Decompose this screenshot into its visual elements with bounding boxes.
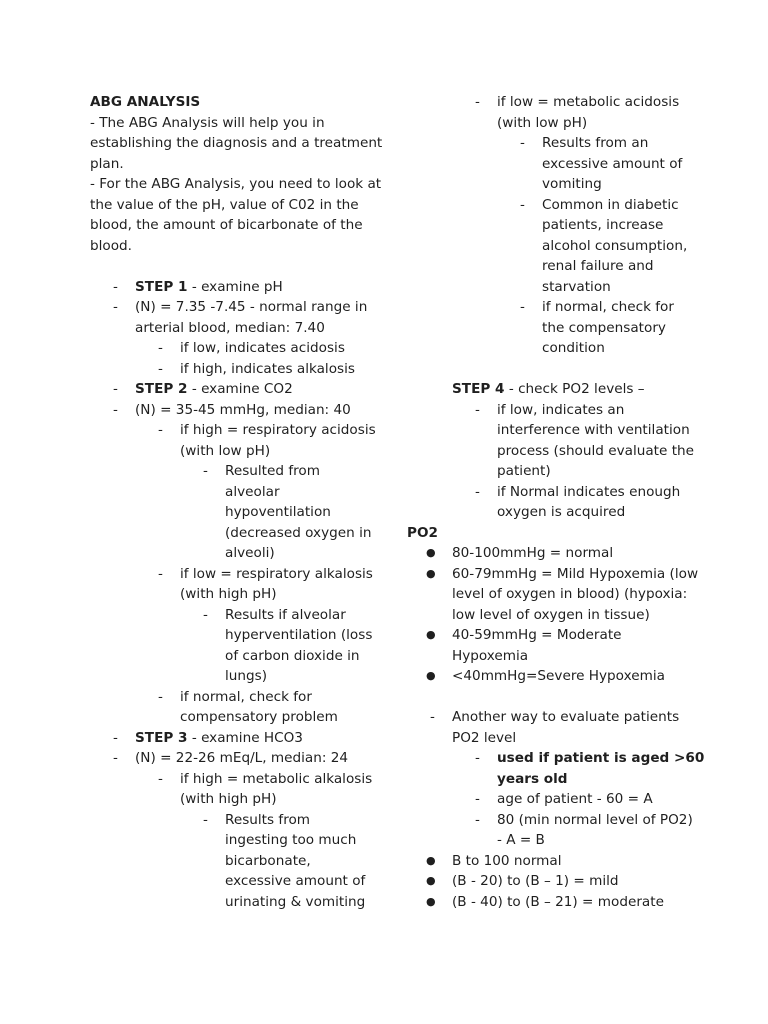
step3-low-detail	[407, 195, 707, 216]
step2-high-line: if high = respiratory acidosis	[180, 422, 376, 438]
step2-low-cont: (with high pH)	[180, 586, 277, 602]
step1-normal-line: (N) = 7.35 -7.45 - normal range in	[135, 299, 368, 315]
step2-normal	[90, 400, 375, 421]
po2-bullet-text: 60-79mmHg = Mild Hypoxemia (low	[452, 565, 699, 582]
step3-high-cont: (with high pH)	[180, 791, 277, 807]
bullet-marker: ●	[426, 566, 436, 580]
dash-marker: -	[475, 401, 480, 418]
step4-low	[407, 400, 707, 421]
step2-high-detail	[90, 461, 375, 482]
step4-low-cont: interference with ventilation	[497, 422, 690, 438]
dash-marker: -	[113, 401, 118, 418]
intro-line: - The ABG Analysis will help you in	[90, 114, 325, 131]
step4-normal-line: if Normal indicates enough	[497, 483, 681, 500]
dash-marker: -	[520, 196, 525, 213]
another-way-line: Another way to evaluate patients	[452, 709, 680, 725]
step4-normal	[407, 482, 707, 503]
po2-bullet	[407, 564, 707, 585]
dash-marker: -	[203, 463, 208, 479]
po2-bullet-cont: low level of oxygen in tissue)	[452, 606, 650, 623]
po2-bullet	[407, 666, 707, 687]
dash-marker: -	[475, 791, 480, 807]
detail-line: excessive amount of	[542, 155, 683, 172]
step1-sub-item	[90, 359, 375, 380]
step3-high-line: if high = metabolic alkalosis	[180, 770, 373, 787]
min-formula	[407, 810, 707, 831]
detail-line: patients, increase	[542, 217, 664, 233]
bullet-marker: ●	[426, 669, 436, 682]
detail-line: starvation	[542, 278, 611, 295]
detail-line: bicarbonate,	[225, 852, 311, 869]
step2-text: - examine CO2	[187, 381, 293, 397]
dash-marker: -	[158, 340, 163, 356]
age-formula-text: age of patient - 60 = A	[497, 791, 653, 807]
b-bullet	[407, 851, 707, 872]
po2-bullet	[407, 625, 707, 646]
step3-text: - examine HCO3	[187, 729, 303, 746]
bullet-marker: ●	[426, 853, 436, 867]
dash-marker: -	[113, 729, 118, 746]
detail-line: Results from	[225, 811, 311, 828]
aged-line: used if patient is aged >60	[497, 750, 705, 766]
detail-line: if normal, check for	[542, 299, 674, 315]
right-column	[407, 92, 707, 912]
detail-line: hypoventilation	[225, 504, 331, 520]
detail-line: alveoli)	[225, 545, 275, 561]
another-way-cont: PO2 level	[452, 729, 517, 746]
dash-marker: -	[158, 360, 163, 377]
detail-line: excessive amount of	[225, 873, 366, 889]
detail-line: lungs)	[225, 668, 268, 684]
detail-line: vomiting	[542, 176, 602, 192]
step4-low-cont: process (should evaluate the	[497, 442, 695, 459]
document-title: ABG ANALYSIS	[90, 94, 201, 110]
step1-text: - examine pH	[187, 278, 283, 295]
dash-marker: -	[475, 483, 480, 500]
po2-bullet-text: <40mmHg=Severe Hypoxemia	[452, 668, 665, 684]
min-formula-text: 80 (min normal level of PO2)	[497, 811, 693, 828]
step1-sub-text: if high, indicates alkalosis	[180, 360, 355, 377]
detail-line: Results if alveolar	[225, 606, 346, 623]
step3-label: STEP 3	[135, 729, 188, 746]
b-bullet-text: B to 100 normal	[452, 852, 562, 869]
bullet-marker: ●	[426, 546, 436, 559]
detail-line: Results from an	[542, 135, 649, 151]
step4-text: - check PO2 levels –	[504, 381, 645, 397]
step3-high-detail	[90, 810, 375, 831]
dash-marker: -	[158, 422, 163, 438]
step1-label: STEP 1	[135, 278, 188, 295]
aged-cont: years old	[497, 770, 568, 787]
step2-high	[90, 420, 375, 441]
dash-marker: -	[113, 381, 118, 397]
po2-bullet-cont: Hypoxemia	[452, 647, 529, 664]
b-bullet-text: (B - 40) to (B – 21) = moderate	[452, 893, 664, 910]
detail-line: the compensatory	[542, 319, 666, 336]
normal-check-line: if normal, check for	[180, 688, 312, 705]
step1-sub-text: if low, indicates acidosis	[180, 340, 345, 356]
step1-sub-item	[90, 338, 375, 359]
step2-item	[90, 379, 375, 400]
dash-marker: -	[475, 750, 480, 766]
aged-item	[407, 748, 707, 769]
detail-line: Resulted from	[225, 463, 320, 479]
dash-marker: -	[203, 606, 208, 623]
detail-line: of carbon dioxide in	[225, 647, 360, 664]
dash-marker: -	[475, 811, 480, 828]
bullet-marker: ●	[426, 894, 436, 908]
dash-marker: -	[475, 94, 480, 110]
intro-line: blood.	[90, 237, 132, 254]
step1-normal-cont: arterial blood, median: 7.40	[135, 319, 325, 336]
step4-low-cont: patient)	[497, 463, 551, 479]
step2-normal-check	[90, 687, 375, 708]
left-column	[90, 92, 383, 912]
age-formula	[407, 789, 707, 810]
step3-low-line: if low = metabolic acidosis	[497, 94, 680, 110]
dash-marker: -	[158, 770, 163, 787]
b-bullet	[407, 892, 707, 913]
detail-line: alcohol consumption,	[542, 237, 688, 254]
detail-line: renal failure and	[542, 258, 654, 274]
step3-item	[90, 728, 375, 749]
po2-heading: PO2	[407, 524, 438, 541]
step4-label: STEP 4	[452, 381, 505, 397]
bullet-marker: ●	[426, 874, 436, 887]
bullet-marker: ●	[426, 628, 436, 641]
step2-label: STEP 2	[135, 381, 188, 397]
dash-marker: -	[113, 299, 118, 315]
step2-low-detail	[90, 605, 375, 626]
step3-low-cont: (with low pH)	[497, 114, 588, 131]
po2-bullet	[407, 543, 707, 564]
detail-line: (decreased oxygen in	[225, 524, 372, 541]
step4-low-line: if low, indicates an	[497, 401, 625, 418]
step3-low-detail	[407, 133, 707, 154]
intro-line: establishing the diagnosis and a treatment	[90, 135, 383, 151]
step3-high	[90, 769, 375, 790]
detail-line: alveolar	[225, 483, 280, 500]
step3-low	[407, 92, 707, 113]
step3-normal-line: (N) = 22-26 mEq/L, median: 24	[135, 750, 349, 766]
step2-low	[90, 564, 375, 585]
intro-line: blood, the amount of bicarbonate of the	[90, 217, 363, 233]
dash-marker: -	[113, 750, 118, 766]
detail-line: Common in diabetic	[542, 196, 679, 213]
detail-line: hyperventilation (loss	[225, 627, 373, 643]
step1-item	[90, 277, 375, 298]
b-bullet	[407, 871, 707, 892]
dash-marker: -	[520, 135, 525, 151]
dash-marker: -	[203, 811, 208, 828]
step4-normal-cont: oxygen is acquired	[497, 504, 626, 520]
po2-bullet-cont: level of oxygen in blood) (hypoxia:	[452, 586, 688, 602]
step2-high-cont: (with low pH)	[180, 442, 271, 459]
dash-marker: -	[430, 709, 435, 725]
po2-bullet-text: 80-100mmHg = normal	[452, 545, 614, 561]
dash-marker: -	[520, 299, 525, 315]
detail-line: condition	[542, 340, 605, 356]
intro-line: the value of the pH, value of C02 in the	[90, 196, 359, 213]
po2-bullet-text: 40-59mmHg = Moderate	[452, 627, 622, 643]
intro-line: - For the ABG Analysis, you need to look at	[90, 176, 382, 192]
min-formula-cont: - A = B	[497, 832, 545, 848]
dash-marker: -	[113, 278, 118, 295]
step2-normal-line: (N) = 35-45 mmHg, median: 40	[135, 401, 351, 418]
step1-normal	[90, 297, 375, 318]
step2-low-line: if low = respiratory alkalosis	[180, 565, 373, 582]
b-bullet-text: (B - 20) to (B – 1) = mild	[452, 873, 619, 889]
detail-line: urinating & vomiting	[225, 893, 366, 910]
step4-item	[407, 379, 707, 400]
normal-check-cont: compensatory problem	[180, 709, 338, 725]
another-way-item	[407, 707, 707, 728]
intro-line: plan.	[90, 155, 124, 172]
dash-marker: -	[158, 565, 163, 582]
step3-normal	[90, 748, 375, 769]
detail-line: ingesting too much	[225, 832, 357, 848]
dash-marker: -	[158, 688, 163, 705]
step3-low-detail	[407, 297, 707, 318]
